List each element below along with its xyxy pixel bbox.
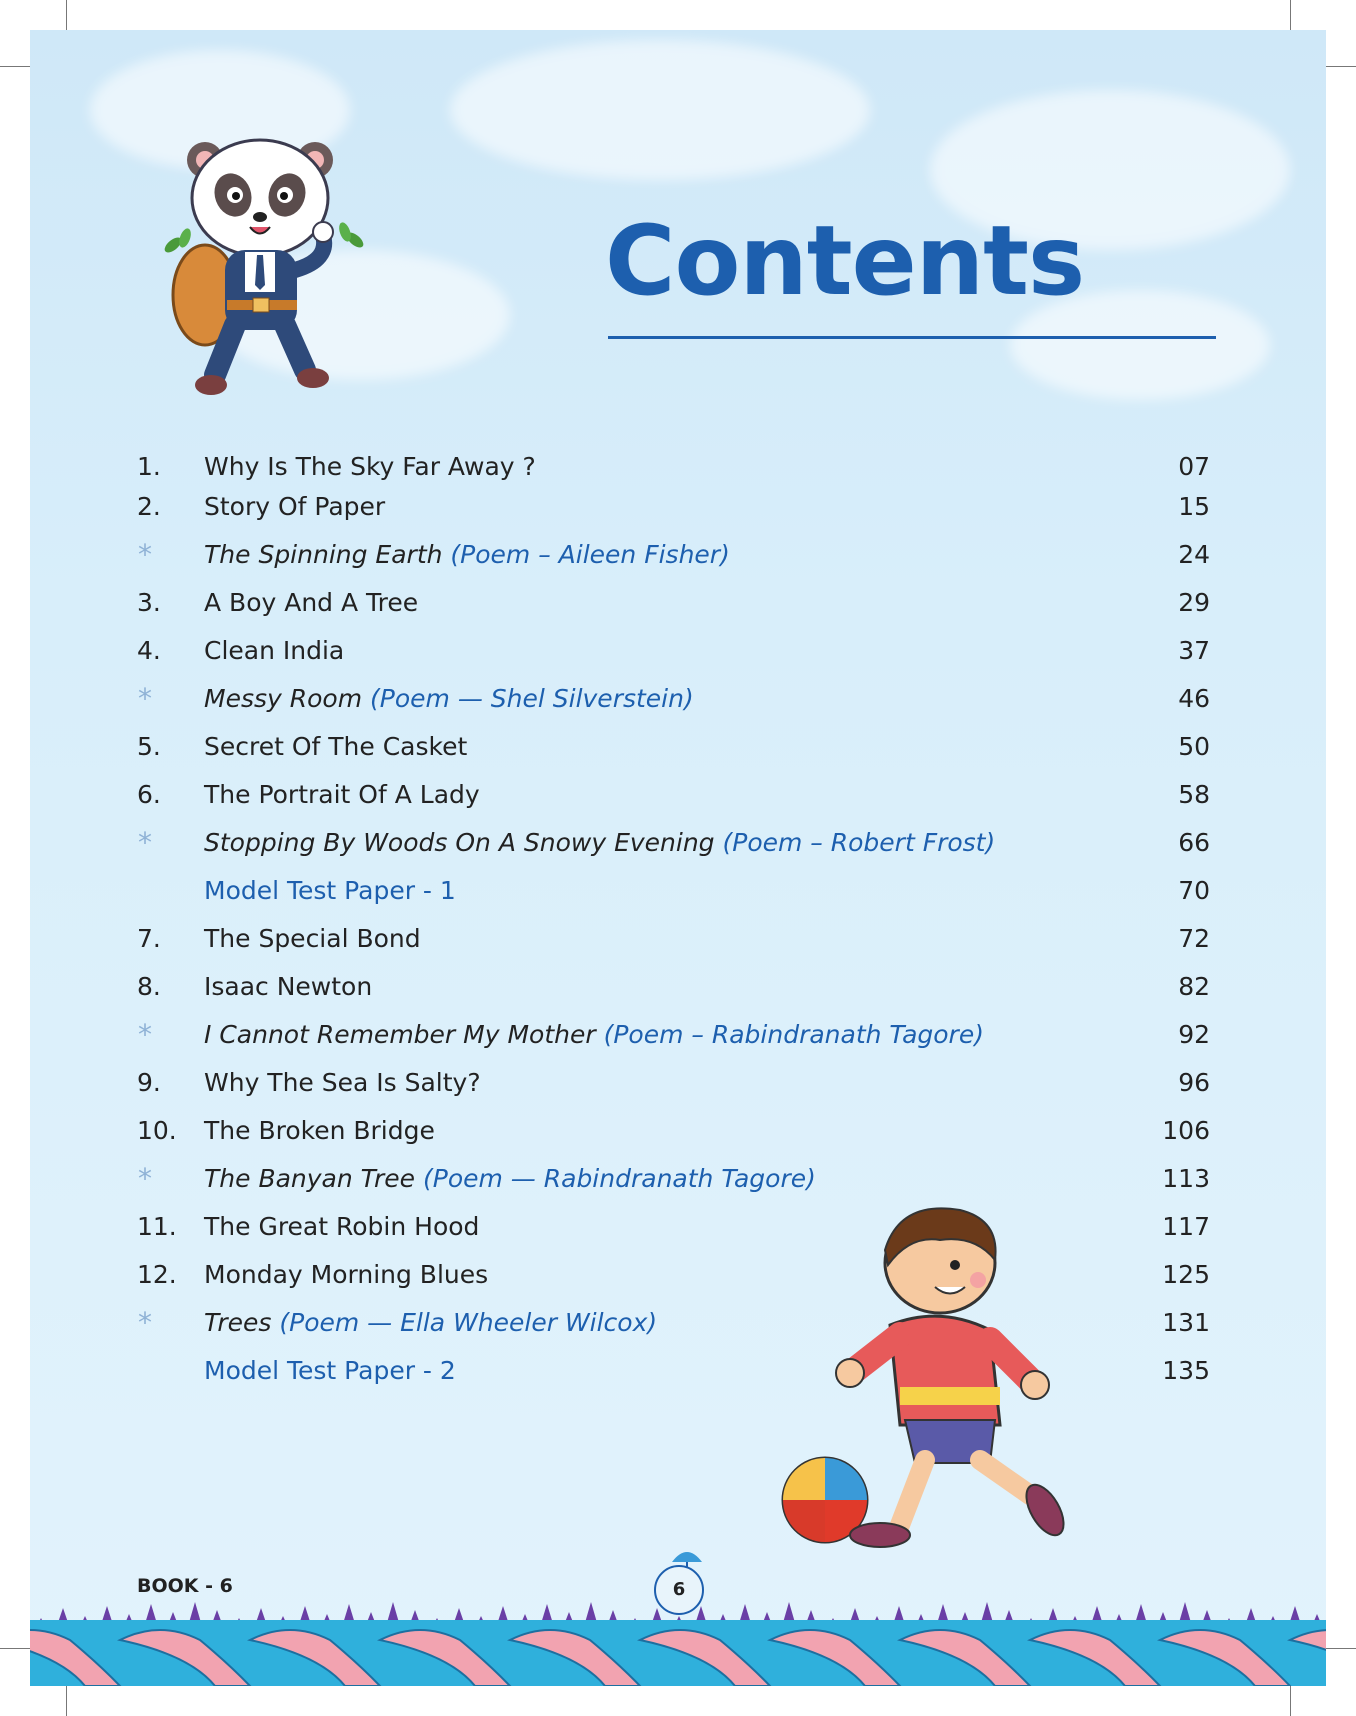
poem-entry <box>30 1164 1326 1204</box>
poem-entry <box>30 828 1326 868</box>
boy-with-ball-icon <box>750 1205 1090 1565</box>
entry-page-number: 92 <box>1178 1020 1210 1049</box>
poem-title: I Cannot Remember My Mother <box>204 1020 596 1049</box>
poem-author: (Poem — Shel Silverstein) <box>370 684 694 713</box>
entry-page-number: 37 <box>1178 636 1210 665</box>
model-test-entry <box>30 876 1326 916</box>
entry-number: 6. <box>137 780 161 809</box>
entry-page-number: 106 <box>1162 1116 1210 1145</box>
entry-number: 2. <box>137 492 161 521</box>
poem-title: Trees <box>204 1308 272 1337</box>
entry-page-number: 24 <box>1178 540 1210 569</box>
entry-title <box>204 540 730 569</box>
chapter-entry <box>30 732 1326 772</box>
asterisk-icon: * <box>138 682 152 715</box>
poem-author: (Poem – Robert Frost) <box>722 828 996 857</box>
entry-page-number: 15 <box>1178 492 1210 521</box>
asterisk-icon: * <box>138 1018 152 1051</box>
poem-author: (Poem — Rabindranath Tagore) <box>423 1164 816 1193</box>
poem-author: (Poem — Ella Wheeler Wilcox) <box>279 1308 658 1337</box>
wave-border-icon <box>30 1620 1326 1686</box>
poem-title: The Banyan Tree <box>204 1164 416 1193</box>
entry-page-number: 117 <box>1162 1212 1210 1241</box>
model-test-entry <box>30 1356 1326 1396</box>
entry-page-number: 07 <box>1178 452 1210 481</box>
entry-title: Isaac Newton <box>204 972 373 1001</box>
chapter-entry <box>30 924 1326 964</box>
entry-title: Clean India <box>204 636 345 665</box>
entry-title: The Great Robin Hood <box>204 1212 480 1241</box>
chapter-entry <box>30 1260 1326 1300</box>
entry-page-number: 113 <box>1162 1164 1210 1193</box>
page-number: 6 <box>654 1565 704 1615</box>
entry-number: 12. <box>137 1260 177 1289</box>
poem-entry <box>30 540 1326 580</box>
entry-title: A Boy And A Tree <box>204 588 419 617</box>
entry-title: The Special Bond <box>204 924 421 953</box>
entry-title: Monday Morning Blues <box>204 1260 489 1289</box>
asterisk-icon: * <box>138 1162 152 1195</box>
entry-page-number: 50 <box>1178 732 1210 761</box>
chapter-entry <box>30 1068 1326 1108</box>
entry-page-number: 66 <box>1178 828 1210 857</box>
entry-title: Secret Of The Casket <box>204 732 468 761</box>
entry-number: 5. <box>137 732 161 761</box>
entry-title: Why The Sea Is Salty? <box>204 1068 481 1097</box>
entry-title <box>204 684 694 713</box>
chapter-entry <box>30 1212 1326 1252</box>
entry-number: 3. <box>137 588 161 617</box>
entry-page-number: 58 <box>1178 780 1210 809</box>
chapter-entry <box>30 1116 1326 1156</box>
entry-page-number: 135 <box>1162 1356 1210 1385</box>
poem-entry <box>30 1020 1326 1060</box>
entry-page-number: 82 <box>1178 972 1210 1001</box>
poem-title: Stopping By Woods On A Snowy Evening <box>204 828 715 857</box>
entry-page-number: 125 <box>1162 1260 1210 1289</box>
entry-title: Story Of Paper <box>204 492 386 521</box>
entry-title <box>204 1164 816 1193</box>
poem-title: The Spinning Earth <box>204 540 443 569</box>
entry-number: 10. <box>137 1116 177 1145</box>
book-label: BOOK - 6 <box>137 1575 233 1597</box>
asterisk-icon: * <box>138 538 152 571</box>
poem-title: Messy Room <box>204 684 363 713</box>
chapter-entry <box>30 636 1326 676</box>
entry-page-number: 131 <box>1162 1308 1210 1337</box>
entry-title: Model Test Paper - 2 <box>204 1356 456 1385</box>
entry-title <box>204 1308 657 1337</box>
poem-entry <box>30 684 1326 724</box>
poem-entry <box>30 1308 1326 1348</box>
poem-author: (Poem – Aileen Fisher) <box>450 540 730 569</box>
entry-page-number: 72 <box>1178 924 1210 953</box>
entry-number: 9. <box>137 1068 161 1097</box>
poem-author: (Poem – Rabindranath Tagore) <box>603 1020 984 1049</box>
chapter-entry <box>30 452 1326 492</box>
entry-number: 1. <box>137 452 161 481</box>
entry-number: 7. <box>137 924 161 953</box>
entry-title: Model Test Paper - 1 <box>204 876 456 905</box>
entry-page-number: 46 <box>1178 684 1210 713</box>
entry-title: The Broken Bridge <box>204 1116 435 1145</box>
asterisk-icon: * <box>138 826 152 859</box>
entry-title: Why Is The Sky Far Away ? <box>204 452 536 481</box>
contents-page <box>30 30 1326 1686</box>
entry-title: The Portrait Of A Lady <box>204 780 480 809</box>
entry-title <box>204 828 995 857</box>
chapter-entry <box>30 588 1326 628</box>
chapter-entry <box>30 492 1326 532</box>
asterisk-icon: * <box>138 1306 152 1339</box>
chapter-entry <box>30 972 1326 1012</box>
entry-title <box>204 1020 984 1049</box>
entry-page-number: 96 <box>1178 1068 1210 1097</box>
entry-number: 8. <box>137 972 161 1001</box>
chapter-entry <box>30 780 1326 820</box>
entry-number: 4. <box>137 636 161 665</box>
entry-number: 11. <box>137 1212 177 1241</box>
entry-page-number: 70 <box>1178 876 1210 905</box>
page-title: Contents <box>605 205 1085 317</box>
table-of-contents <box>30 30 1326 1686</box>
entry-page-number: 29 <box>1178 588 1210 617</box>
